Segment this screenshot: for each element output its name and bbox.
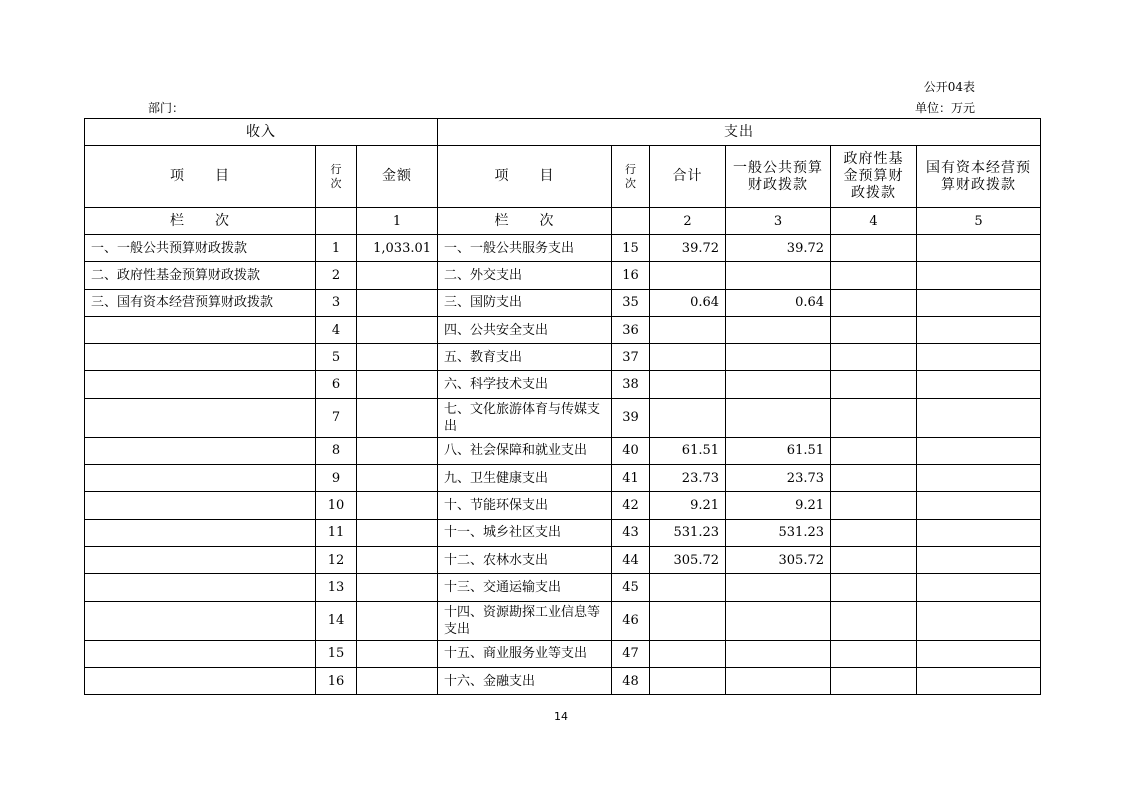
expense-row-no: 45 (612, 574, 650, 601)
state-capital-amount (917, 640, 1041, 667)
income-row-no: 3 (316, 289, 357, 316)
table-row (85, 398, 1041, 437)
table-row (85, 640, 1041, 667)
col-number-5: 5 (917, 208, 1041, 235)
general-budget-amount (726, 601, 831, 640)
general-budget-amount: 531.23 (726, 519, 831, 546)
state-capital-amount (917, 574, 1041, 601)
state-capital-amount (917, 289, 1041, 316)
col-expense-item: 项 目 (438, 146, 612, 208)
general-budget-amount: 39.72 (726, 235, 831, 262)
income-amount (357, 667, 438, 694)
income-row-no: 10 (316, 492, 357, 519)
income-row-no: 4 (316, 316, 357, 343)
income-row-no: 6 (316, 371, 357, 398)
table-row (85, 371, 1041, 398)
col-number-blank (612, 208, 650, 235)
income-row-no: 16 (316, 667, 357, 694)
table-row (85, 601, 1041, 640)
income-item (85, 519, 316, 546)
expense-title: 支出 (438, 119, 1041, 146)
fund-budget-amount (831, 344, 917, 371)
income-item (85, 465, 316, 492)
table-row (85, 344, 1041, 371)
expense-item: 五、教育支出 (438, 344, 612, 371)
form-number: 公开04表 (923, 80, 975, 94)
state-capital-amount (917, 398, 1041, 437)
income-item (85, 574, 316, 601)
expense-item: 十、节能环保支出 (438, 492, 612, 519)
income-item: 二、政府性基金预算财政拨款 (85, 262, 316, 289)
income-title: 收入 (85, 119, 438, 146)
income-row-no: 2 (316, 262, 357, 289)
income-row-no: 1 (316, 235, 357, 262)
expense-row-no: 42 (612, 492, 650, 519)
table-row (85, 667, 1041, 694)
state-capital-amount (917, 344, 1041, 371)
expense-item: 十二、农林水支出 (438, 546, 612, 573)
expense-item: 十三、交通运输支出 (438, 574, 612, 601)
expense-row-no: 35 (612, 289, 650, 316)
income-amount (357, 546, 438, 573)
col-total: 合计 (650, 146, 726, 208)
income-amount (357, 519, 438, 546)
income-amount (357, 465, 438, 492)
col-number-3: 3 (726, 208, 831, 235)
total-amount (650, 316, 726, 343)
income-row-no: 5 (316, 344, 357, 371)
expense-row-no: 47 (612, 640, 650, 667)
table-row (85, 316, 1041, 343)
expense-item: 三、国防支出 (438, 289, 612, 316)
income-row-no: 7 (316, 398, 357, 437)
total-amount: 9.21 (650, 492, 726, 519)
fund-budget-amount (831, 492, 917, 519)
general-budget-amount: 9.21 (726, 492, 831, 519)
fund-budget-amount (831, 437, 917, 464)
expense-item: 九、卫生健康支出 (438, 465, 612, 492)
total-amount (650, 344, 726, 371)
expense-item: 十六、金融支出 (438, 667, 612, 694)
column-header-row (85, 146, 1041, 208)
state-capital-amount (917, 371, 1041, 398)
fund-budget-amount (831, 465, 917, 492)
income-amount (357, 437, 438, 464)
col-fund-budget: 政府性基金预算财政拨款 (831, 146, 917, 208)
fund-budget-amount (831, 519, 917, 546)
income-item (85, 344, 316, 371)
general-budget-amount (726, 640, 831, 667)
table-body (85, 119, 1041, 695)
general-budget-amount (726, 371, 831, 398)
table-row (85, 519, 1041, 546)
income-item (85, 316, 316, 343)
col-number-label-expense: 栏 次 (438, 208, 612, 235)
fund-budget-amount (831, 667, 917, 694)
department-label: 部门： (148, 101, 185, 115)
income-row-no: 15 (316, 640, 357, 667)
state-capital-amount (917, 667, 1041, 694)
unit-label: 单位：万元 (914, 101, 975, 115)
income-item (85, 667, 316, 694)
income-item (85, 492, 316, 519)
total-amount: 23.73 (650, 465, 726, 492)
expense-row-no: 16 (612, 262, 650, 289)
income-amount (357, 316, 438, 343)
col-number-blank (316, 208, 357, 235)
state-capital-amount (917, 601, 1041, 640)
income-amount (357, 262, 438, 289)
table-row (85, 492, 1041, 519)
fund-budget-amount (831, 371, 917, 398)
col-state-capital-budget: 国有资本经营预算财政拨款 (917, 146, 1041, 208)
state-capital-amount (917, 262, 1041, 289)
income-row-no: 14 (316, 601, 357, 640)
expense-row-no: 39 (612, 398, 650, 437)
general-budget-amount: 0.64 (726, 289, 831, 316)
total-amount: 0.64 (650, 289, 726, 316)
col-number-label-income: 栏 次 (85, 208, 316, 235)
total-amount (650, 574, 726, 601)
income-item: 一、一般公共预算财政拨款 (85, 235, 316, 262)
general-budget-amount (726, 667, 831, 694)
income-amount (357, 344, 438, 371)
col-number-2: 2 (650, 208, 726, 235)
fund-budget-amount (831, 546, 917, 573)
table-row (85, 437, 1041, 464)
total-amount: 531.23 (650, 519, 726, 546)
total-amount (650, 398, 726, 437)
fund-budget-amount (831, 289, 917, 316)
income-row-no: 12 (316, 546, 357, 573)
expense-row-no: 48 (612, 667, 650, 694)
expense-item: 七、文化旅游体育与传媒支出 (438, 398, 612, 437)
expense-item: 八、社会保障和就业支出 (438, 437, 612, 464)
income-item (85, 546, 316, 573)
income-item (85, 640, 316, 667)
fund-budget-amount (831, 640, 917, 667)
expense-item: 一、一般公共服务支出 (438, 235, 612, 262)
general-budget-amount: 61.51 (726, 437, 831, 464)
total-amount (650, 640, 726, 667)
income-row-no: 8 (316, 437, 357, 464)
income-item (85, 398, 316, 437)
col-number-1: 1 (357, 208, 438, 235)
column-number-row (85, 208, 1041, 235)
fund-budget-amount (831, 574, 917, 601)
state-capital-amount (917, 492, 1041, 519)
total-amount: 305.72 (650, 546, 726, 573)
general-budget-amount (726, 262, 831, 289)
expense-row-no: 43 (612, 519, 650, 546)
general-budget-amount: 305.72 (726, 546, 831, 573)
general-budget-amount (726, 574, 831, 601)
income-amount (357, 601, 438, 640)
fund-budget-amount (831, 316, 917, 343)
state-capital-amount (917, 519, 1041, 546)
total-amount (650, 667, 726, 694)
expense-row-no: 41 (612, 465, 650, 492)
expense-row-no: 46 (612, 601, 650, 640)
table-row (85, 262, 1041, 289)
general-budget-amount (726, 398, 831, 437)
expense-row-no: 44 (612, 546, 650, 573)
income-item (85, 601, 316, 640)
income-row-no: 11 (316, 519, 357, 546)
col-income-row-no: 行 次 (316, 146, 357, 208)
col-general-budget: 一般公共预算财政拨款 (726, 146, 831, 208)
expense-row-no: 15 (612, 235, 650, 262)
expense-item: 十四、资源勘探工业信息等支出 (438, 601, 612, 640)
col-income-amount: 金额 (357, 146, 438, 208)
section-header-row (85, 119, 1041, 146)
table-row (85, 546, 1041, 573)
total-amount (650, 601, 726, 640)
expense-row-no: 36 (612, 316, 650, 343)
income-amount (357, 289, 438, 316)
income-amount (357, 398, 438, 437)
income-item (85, 437, 316, 464)
expense-row-no: 40 (612, 437, 650, 464)
general-budget-amount: 23.73 (726, 465, 831, 492)
expense-item: 十五、商业服务业等支出 (438, 640, 612, 667)
table-row (85, 289, 1041, 316)
income-row-no: 9 (316, 465, 357, 492)
general-budget-amount (726, 316, 831, 343)
table-row (85, 465, 1041, 492)
expense-item: 四、公共安全支出 (438, 316, 612, 343)
income-row-no: 13 (316, 574, 357, 601)
total-amount: 61.51 (650, 437, 726, 464)
state-capital-amount (917, 437, 1041, 464)
table-row (85, 574, 1041, 601)
expense-row-no: 37 (612, 344, 650, 371)
total-amount (650, 262, 726, 289)
state-capital-amount (917, 465, 1041, 492)
fund-budget-amount (831, 262, 917, 289)
state-capital-amount (917, 235, 1041, 262)
col-income-item: 项 目 (85, 146, 316, 208)
fund-budget-amount (831, 235, 917, 262)
expense-row-no: 38 (612, 371, 650, 398)
col-number-4: 4 (831, 208, 917, 235)
budget-table (84, 118, 1041, 695)
expense-item: 二、外交支出 (438, 262, 612, 289)
expense-item: 十一、城乡社区支出 (438, 519, 612, 546)
general-budget-amount (726, 344, 831, 371)
income-amount (357, 640, 438, 667)
fund-budget-amount (831, 398, 917, 437)
income-item: 三、国有资本经营预算财政拨款 (85, 289, 316, 316)
state-capital-amount (917, 546, 1041, 573)
income-amount (357, 492, 438, 519)
col-expense-row-no: 行 次 (612, 146, 650, 208)
income-item (85, 371, 316, 398)
fund-budget-amount (831, 601, 917, 640)
income-amount (357, 574, 438, 601)
income-amount (357, 371, 438, 398)
total-amount (650, 371, 726, 398)
income-amount: 1,033.01 (357, 235, 438, 262)
total-amount: 39.72 (650, 235, 726, 262)
state-capital-amount (917, 316, 1041, 343)
table-row (85, 235, 1041, 262)
page-number: 14 (554, 710, 568, 723)
expense-item: 六、科学技术支出 (438, 371, 612, 398)
